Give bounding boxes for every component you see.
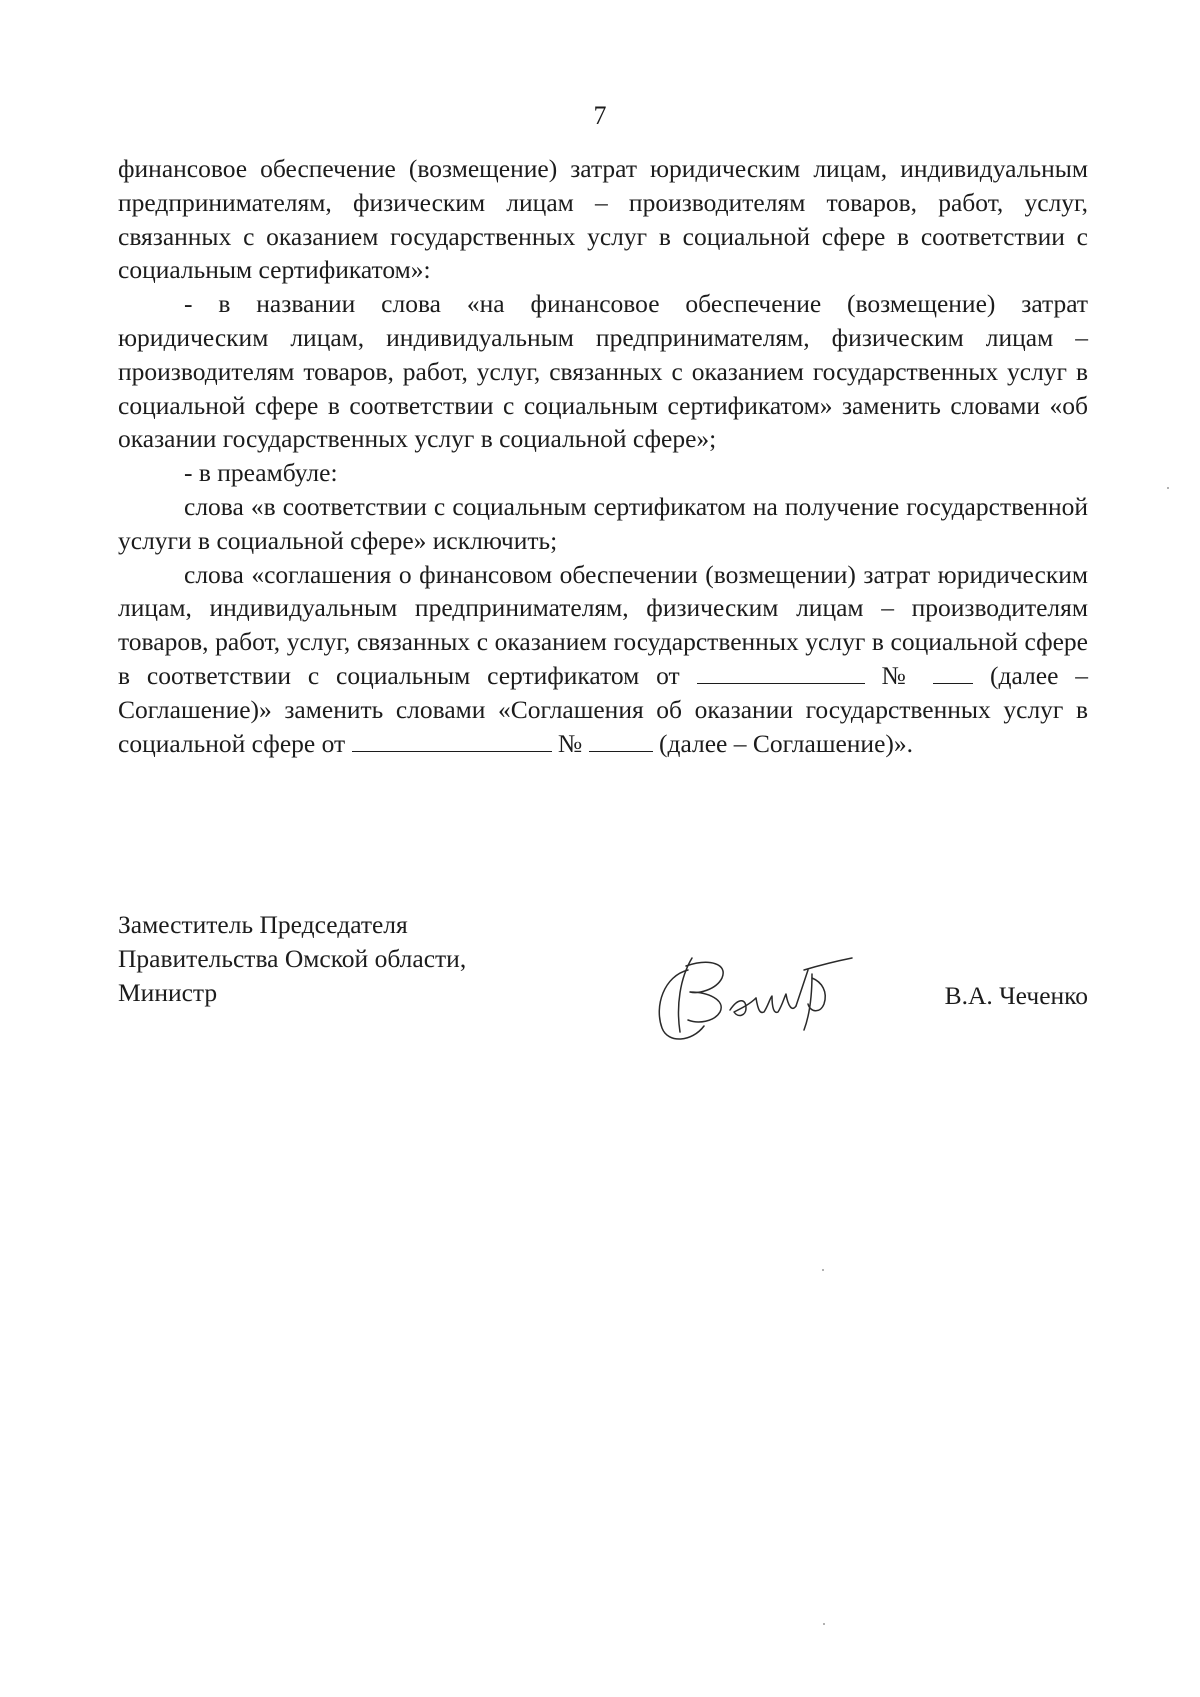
- paragraph: финансовое обеспечение (возмещение) затрат юридическим лицам, индивидуальным предпринимателям, физическим лицам – производителям товаров, работ, услуг, связанных с оказанием государственных услуг в социальной сфере в соответствии с социальным сертификатом»:: [118, 154, 1088, 285]
- scan-speck: [822, 1269, 824, 1271]
- number-sign: №: [881, 660, 917, 690]
- handwritten-signature: [646, 948, 856, 1048]
- signer-position-line: Правительства Омской области,: [118, 944, 467, 973]
- date-blank-line: [697, 661, 865, 684]
- signer-name: В.А. Чеченко: [944, 981, 1088, 1010]
- paragraph-text: (далее – Соглашение)» заменить словами «Соглашения об оказании государственных услуг в социальной сфере от: [118, 660, 1089, 758]
- signer-position-line: Министр: [118, 978, 218, 1007]
- paragraph-text: слова «соглашения о финансовом обеспечении (возмещении) затрат юридическим лицам, индивидуальным предпринимателям, физическим лицам – производителям товаров, работ, услуг, связанных с оказанием государственных услуг в социальной сфере в соответствии с социальным сертификатом от: [118, 559, 1088, 690]
- paragraph: - в преамбуле:: [184, 458, 338, 488]
- signature-block: [118, 908, 1088, 1028]
- date-blank-line: [352, 729, 552, 752]
- number-blank-line: [933, 661, 973, 684]
- paragraph-text: (далее – Соглашение)».: [659, 728, 914, 758]
- number-sign: №: [557, 728, 583, 758]
- number-blank-line: [589, 729, 653, 752]
- paragraph: слова «в соответствии с социальным сертификатом на получение государственной услуги в социальной сфере» исключить;: [118, 491, 1088, 555]
- scan-speck: [823, 1623, 825, 1625]
- page-number: 7: [593, 101, 607, 130]
- scan-speck: [1167, 487, 1169, 489]
- signer-position-line: Заместитель Председателя: [118, 910, 408, 939]
- paragraph-with-blanks: [118, 558, 1088, 761]
- paragraph: - в названии слова «на финансовое обеспечение (возмещение) затрат юридическим лицам, индивидуальным предпринимателям, физическим лицам – производителям товаров, работ, услуг, связанных с оказанием государственных услуг в социальной сфере в соответствии с социальным сертификатом» заменить словами «об оказании государственных услуг в социальной сфере»;: [118, 289, 1088, 454]
- document-body: [118, 152, 1088, 760]
